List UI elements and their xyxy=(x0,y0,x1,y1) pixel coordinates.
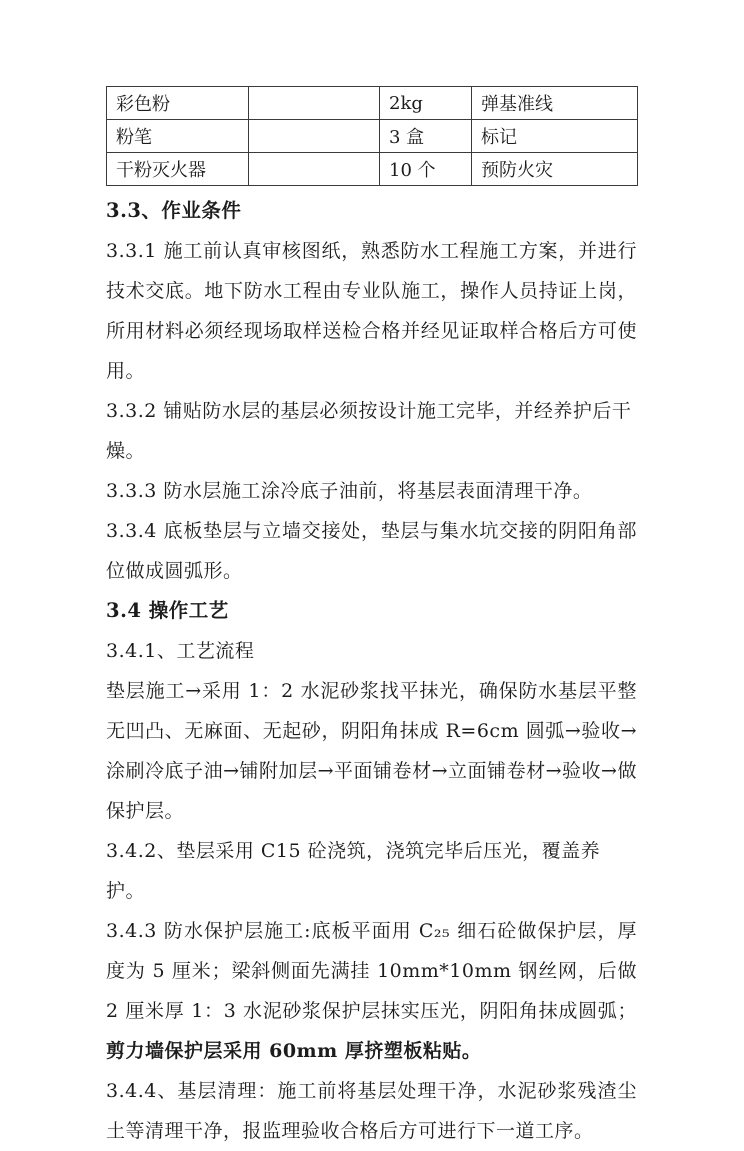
table-row xyxy=(107,87,638,120)
document-body xyxy=(106,191,637,1151)
table-row xyxy=(107,120,638,153)
table-cell-material: 粉笔 xyxy=(107,120,249,153)
paragraph-3-3-4: 3.3.4 底板垫层与立墙交接处，垫层与集水坑交接的阴阳角部位做成圆弧形。 xyxy=(106,520,637,582)
table-cell-material: 干粉灭火器 xyxy=(107,153,249,186)
table-cell-quantity: 2kg xyxy=(380,87,472,120)
table-cell-spec xyxy=(249,120,380,153)
table-cell-purpose: 弹基准线 xyxy=(472,87,638,120)
table-cell-spec xyxy=(249,153,380,186)
paragraph-3-4-2: 3.4.2、垫层采用 C15 砼浇筑，浇筑完毕后压光，覆盖养护。 xyxy=(106,840,601,902)
table-cell-purpose: 标记 xyxy=(472,120,638,153)
materials-table xyxy=(106,86,638,186)
paragraph-3-4-3 xyxy=(106,911,637,1071)
table-cell-material: 彩色粉 xyxy=(107,87,249,120)
paragraph-3-4-3-bold-text: 剪力墙保护层采用 60mm 厚挤塑板粘贴。 xyxy=(106,1040,482,1062)
paragraph-3-4-3-normal-text: 3.4.3 防水保护层施工:底板平面用 C₂₅ 细石砼做保护层，厚度为 5 厘米；梁斜侧面先满挂 10mm*10mm 钢丝网，后做 2 厘米厚 1：3 水泥砂浆保护层抹实压光，阴阳角抹成圆弧； xyxy=(106,920,637,1022)
paragraph-3-4-1-flow: 垫层施工→采用 1：2 水泥砂浆找平抹光，确保防水基层平整无凹凸、无麻面、无起砂，阴阳角抹成 R=6cm 圆弧→验收→涂刷冷底子油→铺附加层→平面铺卷材→立面铺卷材→验收→做保护层。 xyxy=(106,680,637,822)
paragraph-3-4-4: 3.4.4、基层清理：施工前将基层处理干净，水泥砂浆残渣尘土等清理干净，报监理验收合格后方可进行下一道工序。 xyxy=(106,1080,637,1142)
table-row xyxy=(107,153,638,186)
paragraph-3-3-2: 3.3.2 铺贴防水层的基层必须按设计施工完毕，并经养护后干燥。 xyxy=(106,400,632,462)
section-heading-3-4: 3.4 操作工艺 xyxy=(106,599,229,622)
section-heading-3-3: 3.3、作业条件 xyxy=(106,199,242,222)
paragraph-3-3-3: 3.3.3 防水层施工涂冷底子油前，将基层表面清理干净。 xyxy=(106,480,593,502)
paragraph-3-4-1: 3.4.1、工艺流程 xyxy=(106,640,255,662)
table-cell-quantity: 10 个 xyxy=(380,153,472,186)
paragraph-3-3-1: 3.3.1 施工前认真审核图纸，熟悉防水工程施工方案，并进行技术交底。地下防水工程由专业队施工，操作人员持证上岗，所用材料必须经现场取样送检合格并经见证取样合格后方可使用。 xyxy=(106,240,637,382)
table-cell-quantity: 3 盒 xyxy=(380,120,472,153)
table-cell-purpose: 预防火灾 xyxy=(472,153,638,186)
table-cell-spec xyxy=(249,87,380,120)
